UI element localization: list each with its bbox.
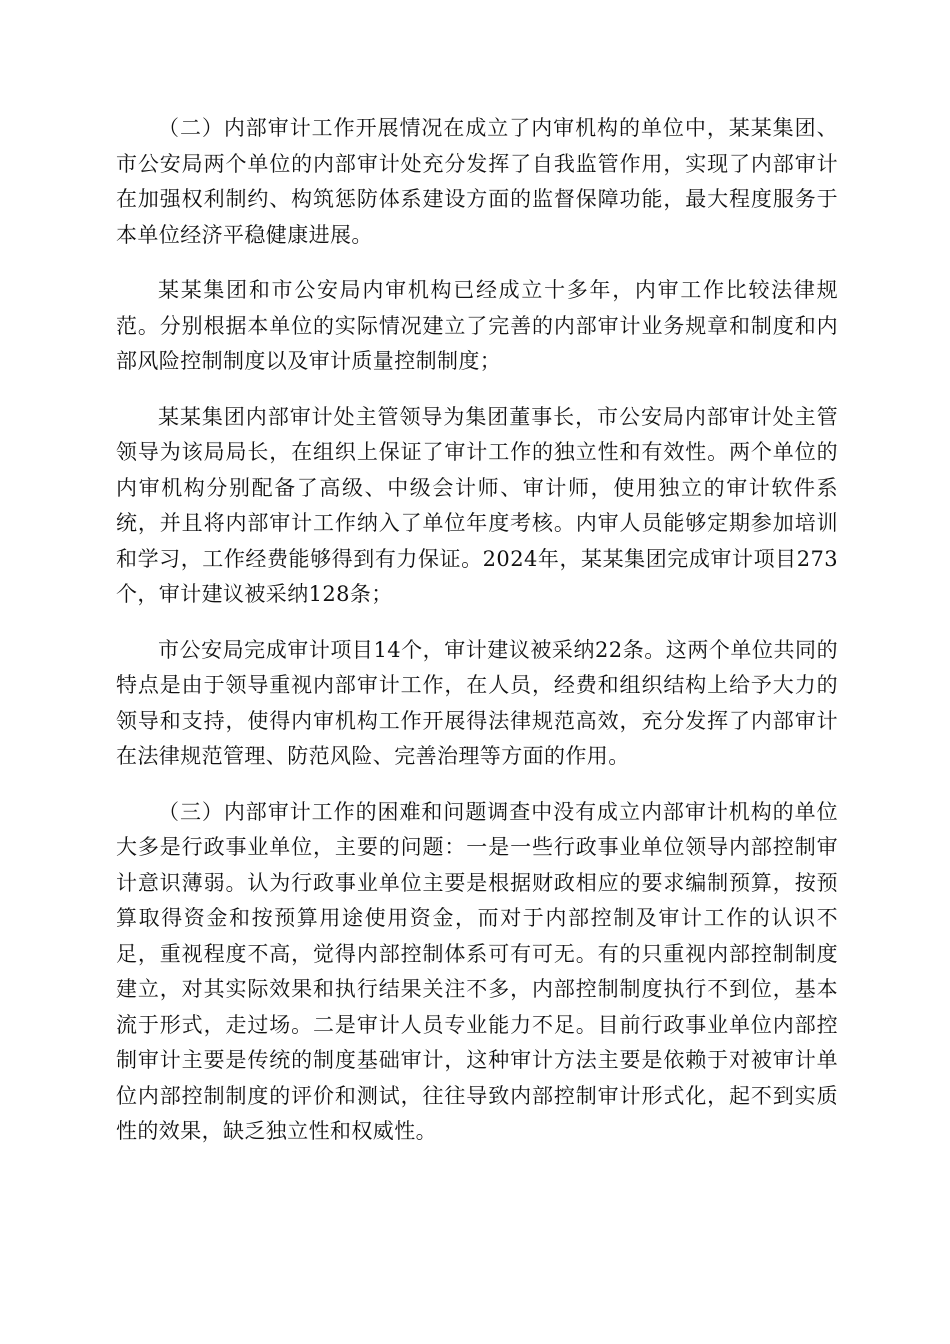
paragraph-audit-institutions: 某某集团和市公安局内审机构已经成立十多年，内审工作比较法律规范。分别根据本单位的实际情况建立了完善的内部审计业务规章和制度和内部风险控制制度以及审计质量控制制度；: [116, 278, 838, 373]
document-body: [116, 111, 838, 1150]
paragraph-audit-leadership: 某某集团内部审计处主管领导为集团董事长，市公安局内部审计处主管领导为该局局长，在组织上保证了审计工作的独立性和有效性。两个单位的内审机构分别配备了高级、中级会计师、审计师，使用独立的审计软件系统，并且将内部审计工作纳入了单位年度考核。内审人员能够定期参加培训和学习，工作经费能够得到有力保证。2024年，某某集团完成审计项目273个，审计建议被采纳128条；: [116, 404, 838, 606]
paragraph-internal-audit-progress: （二）内部审计工作开展情况在成立了内审机构的单位中，某某集团、市公安局两个单位的内部审计处充分发挥了自我监管作用，实现了内部审计在加强权利制约、构筑惩防体系建设方面的监督保障功能，最大程度服务于本单位经济平稳健康进展。: [116, 116, 838, 247]
paragraph-audit-difficulties: （三）内部审计工作的困难和问题调查中没有成立内部审计机构的单位大多是行政事业单位，主要的问题：一是一些行政事业单位领导内部控制审计意识薄弱。认为行政事业单位主要是根据财政相应的要求编制预算，按预算取得资金和按预算用途使用资金，而对于内部控制及审计工作的认识不足，重视程度不高，觉得内部控制体系可有可无。有的只重视内部控制制度建立，对其实际效果和执行结果关注不多，内部控制制度执行不到位，基本流于形式，走过场。二是审计人员专业能力不足。目前行政事业单位内部控制审计主要是传统的制度基础审计，这种审计方法主要是依赖于对被审计单位内部控制制度的评价和测试，往往导致内部控制审计形式化，起不到实质性的效果，缺乏独立性和权威性。: [116, 799, 838, 1143]
paragraph-public-security-results: 市公安局完成审计项目14个，审计建议被采纳22条。这两个单位共同的特点是由于领导重视内部审计工作，在人员，经费和组织结构上给予大力的领导和支持，使得内审机构工作开展得法律规范高效，充分发挥了内部审计在法律规范管理、防范风险、完善治理等方面的作用。: [116, 637, 838, 768]
